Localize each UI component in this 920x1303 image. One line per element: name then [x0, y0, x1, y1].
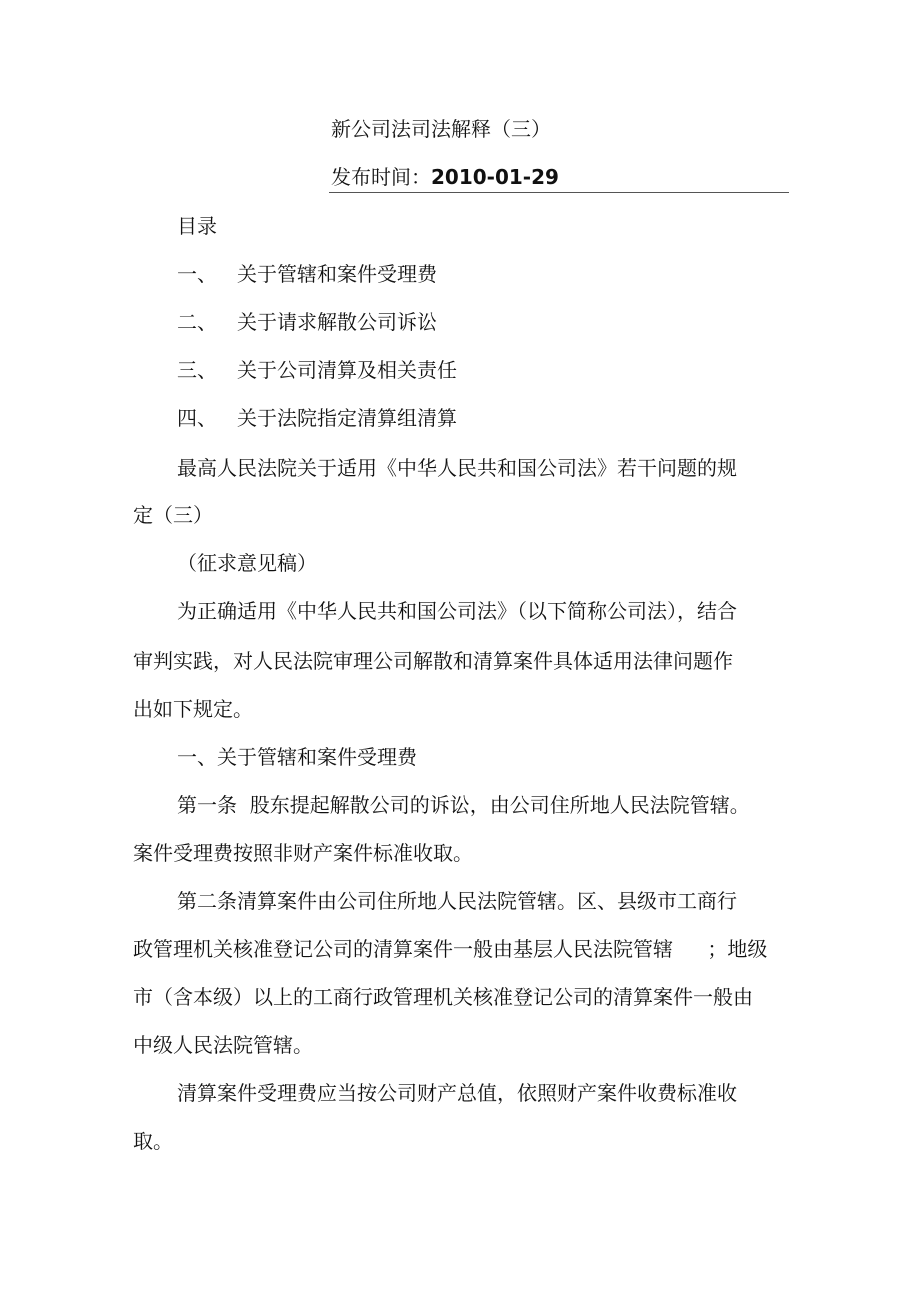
toc-item-number: 三、	[177, 358, 217, 382]
toc-item-number: 四、	[177, 406, 217, 430]
fee-paragraph-line-2: 取。	[133, 1129, 173, 1153]
publish-date: 2010-01-29	[431, 165, 559, 189]
toc-item-number: 一、	[177, 262, 217, 286]
article-1-line-1: 第一条 股东提起解散公司的诉讼，由公司住所地人民法院管辖。	[177, 793, 750, 817]
article-2-line-2-part-b: ；地级	[707, 937, 768, 961]
publish-time	[331, 163, 559, 191]
article-2-line-2-part-a: 政管理机关核准登记公司的清算案件一般由基层人民法院管辖	[133, 937, 673, 961]
toc-heading: 目录	[177, 214, 217, 238]
header-divider	[329, 192, 789, 193]
toc-item-label: 关于管辖和案件受理费	[237, 262, 437, 286]
preamble-line-3: 出如下规定。	[133, 697, 253, 721]
preamble-line-1: 为正确适用《中华人民共和国公司法》（以下简称公司法），结合	[177, 599, 737, 623]
article-2-line-3: 市（含本级）以上的工商行政管理机关核准登记公司的清算案件一般由	[133, 985, 753, 1009]
toc-item-label: 关于法院指定清算组清算	[237, 406, 457, 430]
document-title-line-2: 定（三）	[133, 503, 213, 527]
article-2-line-1: 第二条清算案件由公司住所地人民法院管辖。区、县级市工商行	[177, 889, 737, 913]
fee-paragraph-line-1: 清算案件受理费应当按公司财产总值，依照财产案件收费标准收	[177, 1081, 737, 1105]
toc-item-label: 关于公司清算及相关责任	[237, 358, 457, 382]
document-title-line-1: 最高人民法院关于适用《中华人民共和国公司法》若干问题的规	[177, 456, 737, 480]
publish-label: 发布时间：	[331, 165, 431, 189]
preamble-line-2: 审判实践，对人民法院审理公司解散和清算案件具体适用法律问题作	[133, 649, 733, 673]
toc-item-label: 关于请求解散公司诉讼	[237, 310, 437, 334]
draft-note: （征求意见稿）	[177, 551, 317, 575]
section-heading: 一、关于管辖和案件受理费	[177, 745, 417, 769]
page-title: 新公司法司法解释（三）	[331, 117, 551, 141]
toc-item-number: 二、	[177, 310, 217, 334]
article-2-line-2	[133, 935, 767, 963]
article-1-line-2: 案件受理费按照非财产案件标准收取。	[133, 841, 473, 865]
article-2-line-4: 中级人民法院管辖。	[133, 1033, 313, 1057]
